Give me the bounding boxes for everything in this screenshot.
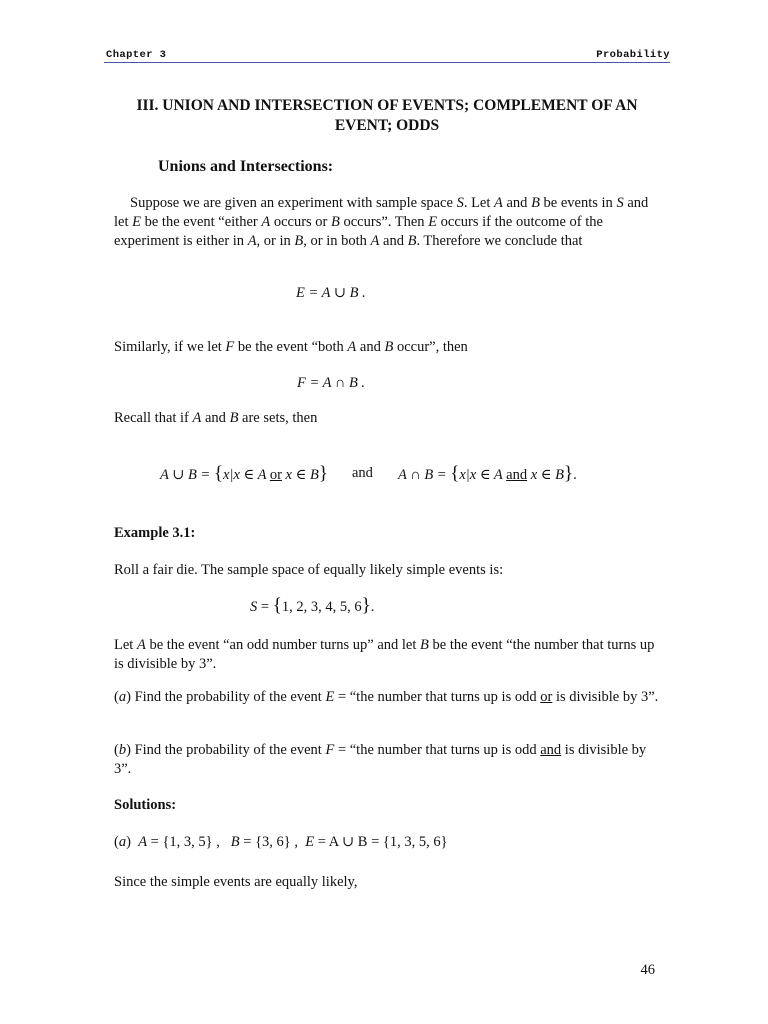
question-part-b: (b) Find the probability of the event F = “the number that turns up is odd and is divisible by 3”.	[114, 742, 647, 777]
union-equation: E = A ∪ B .	[296, 285, 366, 301]
page-number: 46	[640, 962, 655, 978]
union-set-definition: A ∪ B = {x|x ∈ A or x ∈ B}	[160, 463, 328, 484]
solutions-heading: Solutions:	[114, 797, 177, 813]
header-chapter: Chapter 3	[106, 49, 167, 61]
header-subject: Probability	[596, 49, 670, 61]
intro-paragraph: Suppose we are given an experiment with sample space S. Let A and B be events in S and let E be the event “either A occurs or B occurs”. Then E occurs if the outcome of the experiment is either in A, or in B, or in both A and B. Therefore we conclude that	[114, 195, 649, 249]
and-connector: and	[352, 465, 373, 481]
intersection-set-definition: A ∩ B = {x|x ∈ A and x ∈ B}.	[398, 463, 577, 484]
example-text: Roll a fair die. The sample space of equally likely simple events is:	[114, 562, 504, 578]
section-title: III. UNION AND INTERSECTION OF EVENTS; COMPLEMENT OF AN EVENT; ODDS	[136, 97, 638, 134]
sample-space-equation: S = {1, 2, 3, 4, 5, 6}.	[250, 595, 375, 616]
header-rule	[104, 62, 670, 63]
intersection-equation: F = A ∩ B .	[297, 375, 366, 391]
solution-part-a: (a) A = {1, 3, 5} , B = {3, 6} , E = A ∪ B = {1, 3, 5, 6}	[114, 834, 448, 850]
example-heading: Example 3.1:	[114, 525, 196, 541]
closing-text: Since the simple events are equally likely,	[114, 874, 358, 890]
recall-paragraph: Recall that if A and B are sets, then	[114, 410, 318, 426]
question-part-a: (a) Find the probability of the event E = “the number that turns up is odd or is divisible by 3”.	[114, 689, 659, 705]
similarly-paragraph: Similarly, if we let F be the event “both A and B occur”, then	[114, 339, 468, 355]
let-paragraph: Let A be the event “an odd number turns up” and let B be the event “the number that turns up is divisible by 3”.	[114, 637, 655, 672]
subsection-heading: Unions and Intersections:	[158, 158, 334, 175]
